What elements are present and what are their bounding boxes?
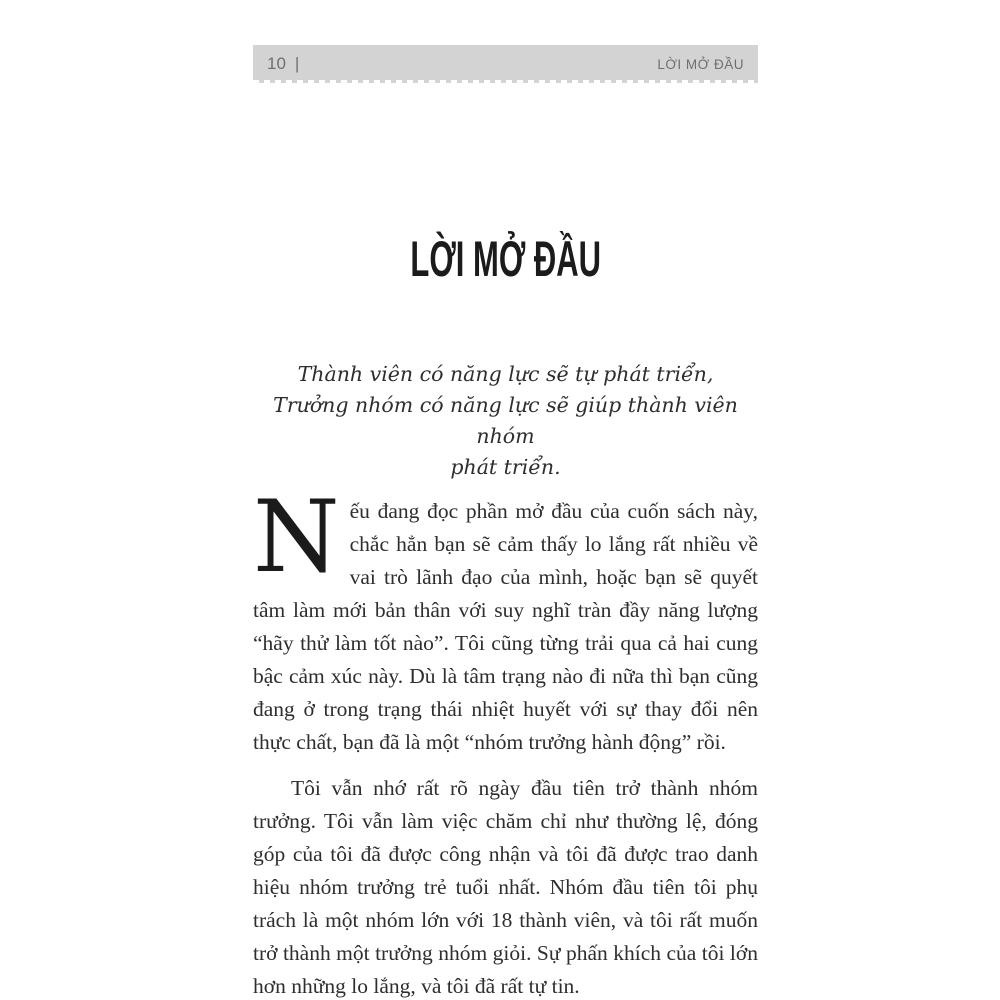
running-header	[253, 45, 758, 83]
body-text	[253, 480, 758, 1000]
epigraph-line: phát triển.	[450, 455, 561, 479]
running-header-left	[267, 54, 299, 74]
epigraph	[253, 359, 758, 483]
header-divider: |	[294, 54, 300, 73]
epigraph-line: Thành viên có năng lực sẽ tự phát triển,	[297, 362, 714, 386]
paragraph: Tôi vẫn nhớ rất rõ ngày đầu tiên trở thành nhóm trưởng. Tôi vẫn làm việc chăm chỉ như thường lệ, đóng góp của tôi đã được công nhận và tôi đã được trao danh hiệu nhóm trưởng trẻ tuổi nhất. Nhóm đầu tiên tôi phụ trách là một nhóm lớn với 18 thành viên, và tôi rất muốn trở thành một trưởng nhóm giỏi. Sự phấn khích của tôi lớn hơn những lo lắng, và tôi đã rất tự tin.	[253, 776, 758, 998]
chapter-title-wrap	[253, 231, 758, 287]
epigraph-line: Trưởng nhóm có năng lực sẽ giúp thành viên nhóm	[273, 393, 738, 448]
paragraph-text: ếu đang đọc phần mở đầu của cuốn sách này, chắc hẳn bạn sẽ cảm thấy lo lắng rất nhiều về vai trò lãnh đạo của mình, hoặc bạn sẽ quyết tâm làm mới bản thân với suy nghĩ tràn đầy năng lượng “hãy thử làm tốt nào”. Tôi cũng từng trải qua cả hai cung bậc cảm xúc này. Dù là tâm trạng nào đi nữa thì bạn cũng đang ở trong trạng thái nhiệt huyết với sự thay đổi nên thực chất, bạn đã là một “nhóm trưởng hành động” rồi.	[253, 499, 758, 754]
chapter-title: LỜI MỞ ĐẦU	[410, 231, 601, 287]
page-content-column	[253, 45, 758, 1000]
drop-cap: N	[253, 480, 340, 595]
page-number: 10	[267, 54, 286, 73]
running-title: LỜI MỞ ĐẦU	[657, 56, 744, 72]
paragraph	[253, 480, 758, 759]
